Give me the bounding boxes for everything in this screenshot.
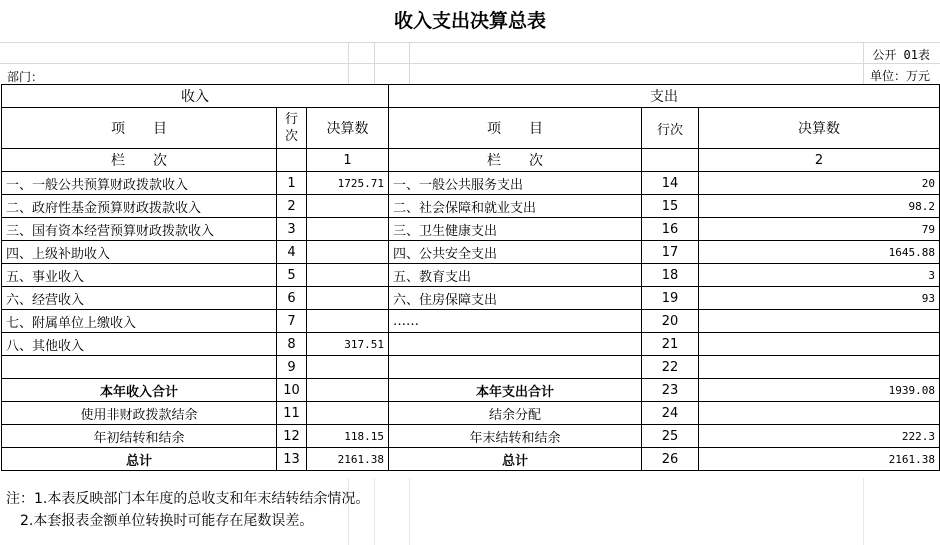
expense-amount: 1939.08 xyxy=(699,379,940,402)
income-item: 六、经营收入 xyxy=(2,287,277,310)
meta-row-unit xyxy=(0,63,940,85)
expense-line-no: 21 xyxy=(642,333,699,356)
income-line-no: 10 xyxy=(277,379,307,402)
expense-line-no: 25 xyxy=(642,425,699,448)
note-1: 注：1.本表反映部门本年度的总收支和年末结转结余情况。 xyxy=(6,491,370,507)
expense-item: 四、公共安全支出 xyxy=(389,241,642,264)
expense-line-no: 18 xyxy=(642,264,699,287)
expense-item: 二、社会保障和就业支出 xyxy=(389,195,642,218)
table-row xyxy=(2,333,940,356)
expense-line-no: 14 xyxy=(642,172,699,195)
income-item: 使用非财政拨款结余 xyxy=(2,402,277,425)
table-row xyxy=(2,218,940,241)
income-column-no: 1 xyxy=(307,149,389,172)
income-amount xyxy=(307,379,389,402)
report-title: 收入支出决算总表 xyxy=(393,10,546,32)
income-amount: 1725.71 xyxy=(307,172,389,195)
expense-amount: 3 xyxy=(699,264,940,287)
income-item: 本年收入合计 xyxy=(2,379,277,402)
table-row xyxy=(2,287,940,310)
income-column-blank xyxy=(277,149,307,172)
income-amount xyxy=(307,310,389,333)
income-item: 年初结转和结余 xyxy=(2,425,277,448)
section-header-row xyxy=(2,85,940,108)
income-amount xyxy=(307,264,389,287)
expense-amount xyxy=(699,402,940,425)
notes xyxy=(6,488,369,532)
expense-item: 结余分配 xyxy=(389,402,642,425)
expense-amount xyxy=(699,356,940,379)
table-row xyxy=(2,264,940,287)
unit-label: 单位：万元 xyxy=(869,69,930,83)
expense-item: 六、住房保障支出 xyxy=(389,287,642,310)
expense-item: 三、卫生健康支出 xyxy=(389,218,642,241)
expense-item: 总计 xyxy=(389,448,642,471)
income-line-no: 2 xyxy=(277,195,307,218)
table-row xyxy=(2,241,940,264)
expense-amount: 2161.38 xyxy=(699,448,940,471)
income-amount xyxy=(307,241,389,264)
income-amount: 2161.38 xyxy=(307,448,389,471)
income-section-header: 收入 xyxy=(2,85,389,108)
table-row xyxy=(2,172,940,195)
expense-amount: 20 xyxy=(699,172,940,195)
expense-item: 本年支出合计 xyxy=(389,379,642,402)
expense-item: 年末结转和结余 xyxy=(389,425,642,448)
expense-item: 一、一般公共服务支出 xyxy=(389,172,642,195)
income-line-no: 7 xyxy=(277,310,307,333)
income-item: 五、事业收入 xyxy=(2,264,277,287)
income-item: 三、国有资本经营预算财政拨款收入 xyxy=(2,218,277,241)
income-line-no: 5 xyxy=(277,264,307,287)
income-line-no: 12 xyxy=(277,425,307,448)
table-code: 公开 01表 xyxy=(872,48,930,62)
income-item-header: 项 目 xyxy=(2,108,277,149)
column-number-row xyxy=(2,149,940,172)
expense-section-header: 支出 xyxy=(389,85,940,108)
expense-line-no: 20 xyxy=(642,310,699,333)
table-row xyxy=(2,379,940,402)
income-column-label: 栏 次 xyxy=(2,149,277,172)
income-item: 总计 xyxy=(2,448,277,471)
income-line-no: 3 xyxy=(277,218,307,241)
income-line-no: 13 xyxy=(277,448,307,471)
expense-amount: 79 xyxy=(699,218,940,241)
expense-column-blank xyxy=(642,149,699,172)
column-header-row xyxy=(2,108,940,149)
income-item: 一、一般公共预算财政拨款收入 xyxy=(2,172,277,195)
income-line-no: 11 xyxy=(277,402,307,425)
income-amount xyxy=(307,356,389,379)
income-item: 四、上级补助收入 xyxy=(2,241,277,264)
expense-column-label: 栏 次 xyxy=(389,149,642,172)
income-item: 八、其他收入 xyxy=(2,333,277,356)
income-item: 二、政府性基金预算财政拨款收入 xyxy=(2,195,277,218)
income-item: 七、附属单位上缴收入 xyxy=(2,310,277,333)
income-line-no: 8 xyxy=(277,333,307,356)
table-row xyxy=(2,310,940,333)
expense-line-no: 23 xyxy=(642,379,699,402)
note-2: 2.本套报表金额单位转换时可能存在尾数误差。 xyxy=(6,513,314,529)
income-line-no-header: 行 次 xyxy=(277,108,307,149)
income-amount xyxy=(307,218,389,241)
income-amount xyxy=(307,287,389,310)
expense-item: …… xyxy=(389,310,642,333)
expense-amount-header: 决算数 xyxy=(699,108,940,149)
expense-amount: 93 xyxy=(699,287,940,310)
income-line-no: 4 xyxy=(277,241,307,264)
expense-line-no: 26 xyxy=(642,448,699,471)
income-amount: 317.51 xyxy=(307,333,389,356)
expense-amount: 1645.88 xyxy=(699,241,940,264)
income-line-no: 1 xyxy=(277,172,307,195)
table-row xyxy=(2,356,940,379)
expense-line-no: 16 xyxy=(642,218,699,241)
income-item xyxy=(2,356,277,379)
expense-item-header: 项 目 xyxy=(389,108,642,149)
income-line-no: 9 xyxy=(277,356,307,379)
income-amount xyxy=(307,402,389,425)
expense-line-no: 22 xyxy=(642,356,699,379)
expense-item xyxy=(389,333,642,356)
expense-amount xyxy=(699,333,940,356)
expense-column-no: 2 xyxy=(699,149,940,172)
table-row xyxy=(2,402,940,425)
expense-line-no: 24 xyxy=(642,402,699,425)
expense-line-no: 15 xyxy=(642,195,699,218)
expense-amount: 98.2 xyxy=(699,195,940,218)
department-label: 部门： xyxy=(7,70,44,84)
income-amount: 118.15 xyxy=(307,425,389,448)
expense-amount: 222.3 xyxy=(699,425,940,448)
expense-item xyxy=(389,356,642,379)
income-amount xyxy=(307,195,389,218)
table-row xyxy=(2,448,940,471)
table-row xyxy=(2,425,940,448)
expense-line-no-header: 行次 xyxy=(642,108,699,149)
income-line-no: 6 xyxy=(277,287,307,310)
expense-item: 五、教育支出 xyxy=(389,264,642,287)
budget-summary-table xyxy=(1,84,940,471)
expense-line-no: 17 xyxy=(642,241,699,264)
income-amount-header: 决算数 xyxy=(307,108,389,149)
expense-amount xyxy=(699,310,940,333)
meta-row-code xyxy=(0,42,940,64)
table-row xyxy=(2,195,940,218)
expense-line-no: 19 xyxy=(642,287,699,310)
